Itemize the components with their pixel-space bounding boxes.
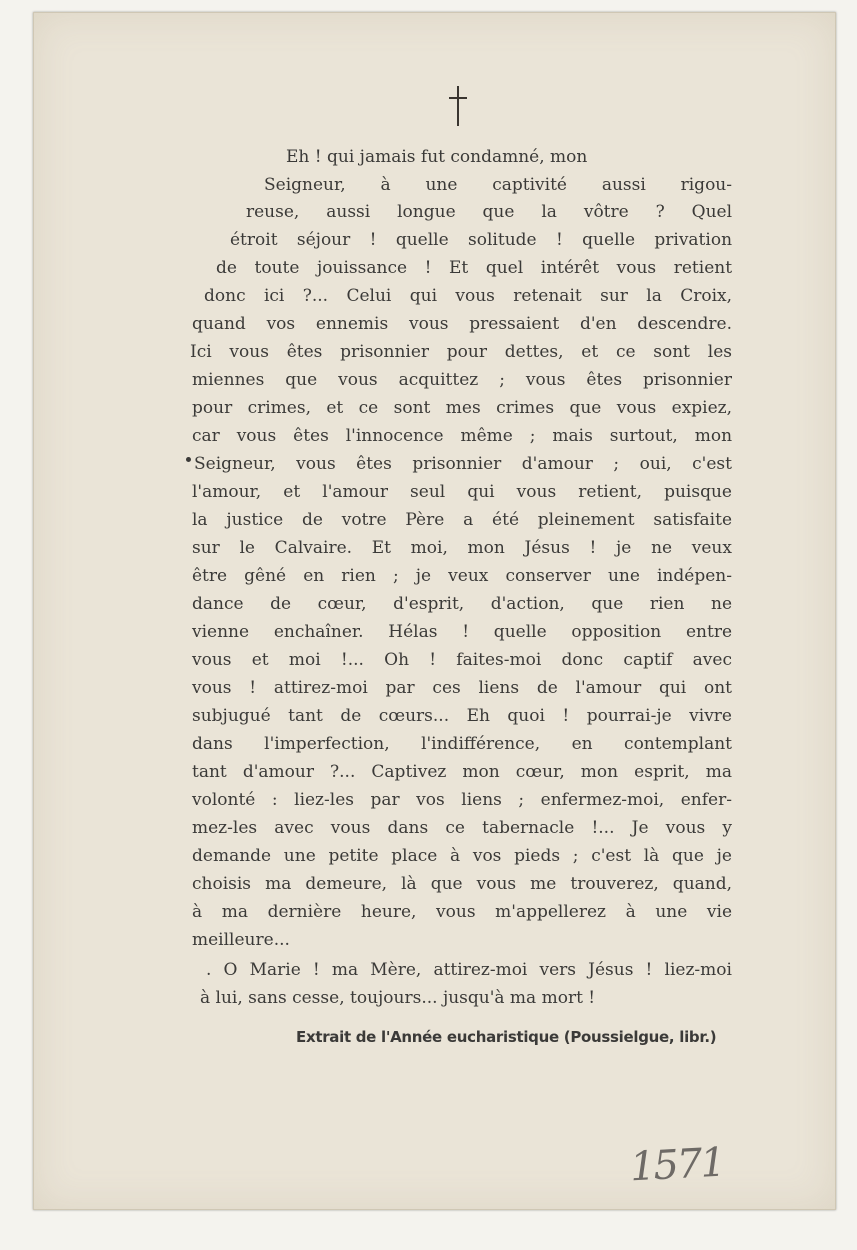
text-line: demande une petite place à vos pieds ; c'est là que je: [192, 846, 732, 866]
text-line: vous et moi !... Oh ! faites-moi donc captif avec: [192, 650, 732, 670]
text-line: donc ici ?... Celui qui vous retenait sur la Croix,: [204, 286, 733, 306]
text-line: Ici vous êtes prisonnier pour dettes, et ce sont les: [190, 342, 732, 362]
text-line: tant d'amour ?... Captivez mon cœur, mon esprit, ma: [192, 762, 732, 782]
text-line: meilleure...: [192, 930, 290, 950]
text-line: choisis ma demeure, là que vous me trouverez, quand,: [192, 874, 733, 894]
text-line: être gêné en rien ; je veux conserver une indépen-: [192, 566, 732, 586]
text-line: reuse, aussi longue que la vôtre ? Quel: [246, 202, 733, 222]
source-citation: Extrait de l'Année eucharistique (Poussielgue, libr.): [296, 1028, 717, 1046]
text-line: à ma dernière heure, vous m'appellerez à une vie: [192, 902, 733, 922]
text-line: Seigneur, vous êtes prisonnier d'amour ; oui, c'est: [194, 454, 732, 474]
text-line: l'amour, et l'amour seul qui vous retient, puisque: [192, 482, 732, 502]
text-line: Seigneur, à une captivité aussi rigou-: [264, 175, 732, 195]
inventory-number: 1571: [628, 1139, 725, 1191]
text-line: vous ! attirez-moi par ces liens de l'amour qui ont: [192, 678, 733, 698]
text-line: vienne enchaîner. Hélas ! quelle opposition entre: [192, 622, 733, 642]
text-line: . O Marie ! ma Mère, attirez-moi vers Jésus ! liez-moi: [206, 960, 732, 980]
cross-icon: [447, 86, 469, 126]
text-line: sur le Calvaire. Et moi, mon Jésus ! je ne veux: [192, 538, 732, 558]
text-line: pour crimes, et ce sont mes crimes que vous expiez,: [192, 398, 733, 418]
text-line: subjugué tant de cœurs... Eh quoi ! pourrai-je vivre: [192, 706, 732, 726]
text-line: mez-les avec vous dans ce tabernacle !... Je vous y: [192, 818, 733, 838]
text-line: miennes que vous acquittez ; vous êtes prisonnier: [192, 370, 732, 390]
text-line: Eh ! qui jamais fut condamné, mon: [286, 147, 588, 167]
text-line: dans l'imperfection, l'indifférence, en contemplant: [192, 734, 733, 754]
text-line: à lui, sans cesse, toujours... jusqu'à ma mort !: [200, 988, 596, 1008]
text-line: quand vos ennemis vous pressaient d'en descendre.: [192, 314, 732, 334]
text-line: car vous êtes l'innocence même ; mais surtout, mon: [192, 426, 733, 446]
text-line: étroit séjour ! quelle solitude ! quelle privation: [230, 230, 733, 250]
text-line: dance de cœur, d'esprit, d'action, que rien ne: [192, 594, 733, 614]
margin-bullet: [186, 457, 191, 462]
text-line: la justice de votre Père a été pleinement satisfaite: [192, 510, 733, 530]
text-line: de toute jouissance ! Et quel intérêt vous retient: [216, 258, 733, 278]
text-line: volonté : liez-les par vos liens ; enfermez-moi, enfer-: [192, 790, 732, 810]
